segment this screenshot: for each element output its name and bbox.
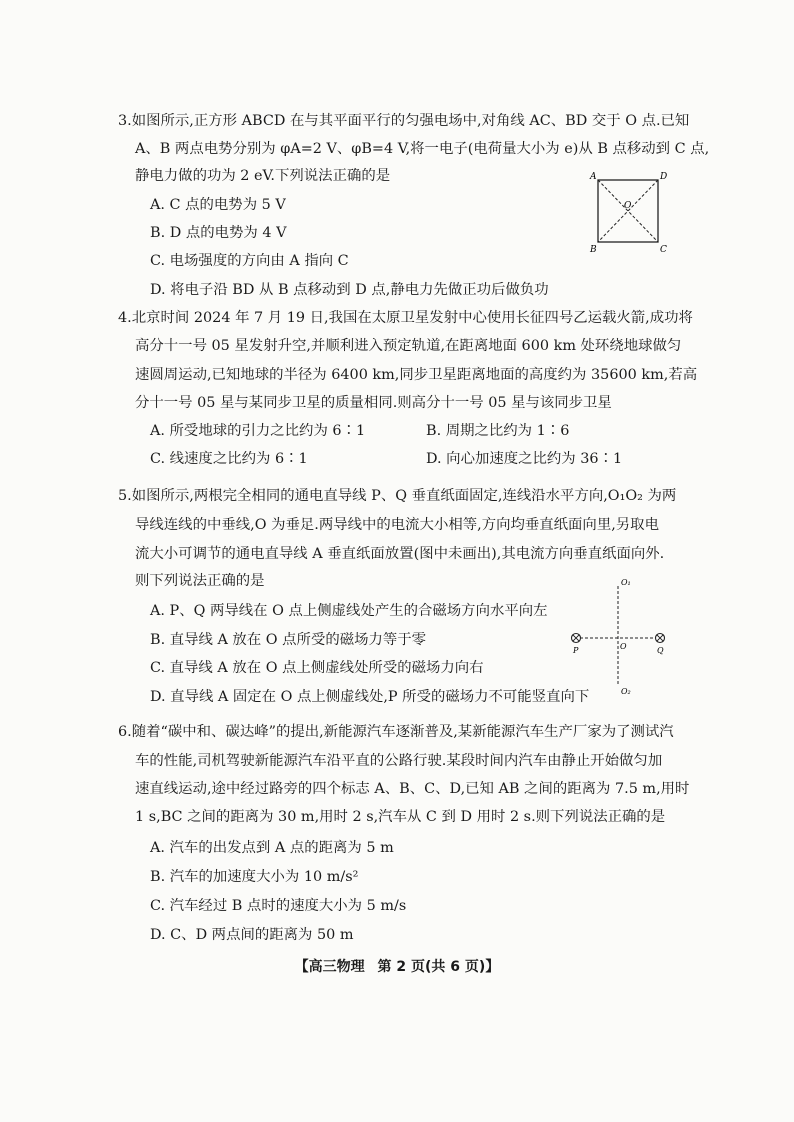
label-o1: O₁: [621, 578, 631, 587]
q5-option-a: A. P、Q 两导线在 O 点上侧虚线处产生的合磁场方向水平向左: [150, 603, 548, 619]
wires-pq-figure: [566, 578, 670, 698]
q3-option-a: A. C 点的电势为 5 V: [150, 197, 286, 213]
q4-stem-line-3: 速圆周运动,已知地球的半径为 6400 km,同步卫星距离地面的高度约为 35600 km,若高: [135, 367, 698, 383]
q6-option-d: D. C、D 两点间的距离为 50 m: [150, 927, 354, 943]
q6-stem-line-3: 速直线运动,途中经过路旁的四个标志 A、B、C、D,已知 AB 之间的距离为 7.5 m,用时: [135, 781, 690, 797]
label-p: P: [573, 646, 579, 655]
wire-q-cross-symbol: [656, 634, 665, 643]
wire-p-cross-symbol: [572, 634, 581, 643]
q6-stem-line-2: 车的性能,司机驾驶新能源汽车沿平直的公路行驶.某段时间内汽车由静止开始做匀加: [135, 753, 663, 769]
footer-page-number: 第 2 页(共 6 页)】: [377, 959, 500, 975]
label-c: C: [660, 245, 667, 255]
page-footer: [0, 956, 794, 976]
label-b: B: [590, 245, 597, 255]
q3-stem-line-1: 3.如图所示,正方形 ABCD 在与其平面平行的匀强电场中,对角线 AC、BD 交于 O 点.已知: [118, 113, 690, 129]
q4-option-a: A. 所受地球的引力之比约为 6∶1: [150, 423, 366, 439]
label-d: D: [660, 172, 668, 182]
q5-stem-line-1: 5.如图所示,两根完全相同的通电直导线 P、Q 垂直纸面固定,连线沿水平方向,O₁O₂ 为两: [118, 488, 677, 504]
q5-option-c: C. 直导线 A 放在 O 点上侧虚线处所受的磁场力向右: [150, 660, 484, 676]
footer-subject: 【高三物理: [294, 959, 365, 975]
q4-option-b: B. 周期之比约为 1∶6: [426, 423, 570, 439]
q6-stem-line-1: 6.随着“碳中和、碳达峰”的提出,新能源汽车逐渐普及,某新能源汽车生产厂家为了测试汽: [118, 724, 674, 740]
q4-option-d: D. 向心加速度之比约为 36∶1: [426, 451, 623, 467]
q4-stem-line-2: 高分十一号 05 星发射升空,并顺利进入预定轨道,在距离地面 600 km 处环绕地球做匀: [135, 338, 682, 354]
q5-stem-line-4: 则下列说法正确的是: [135, 573, 265, 589]
q3-option-b: B. D 点的电势为 4 V: [150, 225, 287, 241]
q6-option-c: C. 汽车经过 B 点时的速度大小为 5 m/s: [150, 898, 407, 914]
q4-option-c: C. 线速度之比约为 6∶1: [150, 451, 308, 467]
q3-option-c: C. 电场强度的方向由 A 指向 C: [150, 253, 349, 269]
label-q: Q: [657, 646, 664, 655]
label-o: O: [620, 642, 627, 651]
q3-stem-line-3: 静电力做的功为 2 eV.下列说法正确的是: [135, 168, 391, 184]
q3-option-d: D. 将电子沿 BD 从 B 点移动到 D 点,静电力先做正功后做负功: [150, 282, 549, 298]
q5-stem-line-2: 导线连线的中垂线,O 为垂足.两导线中的电流大小相等,方向均垂直纸面向里,另取电: [135, 517, 659, 533]
q6-option-b: B. 汽车的加速度大小为 10 m/s²: [150, 869, 359, 885]
q3-stem-line-2: A、B 两点电势分别为 φA=2 V、φB=4 V,将一电子(电荷量大小为 e)从 B 点移动到 C 点,: [135, 141, 710, 157]
label-a: A: [590, 172, 597, 182]
q4-stem-line-4: 分十一号 05 星与某同步卫星的质量相同.则高分十一号 05 星与该同步卫星: [135, 395, 612, 411]
square-abcd-figure: [588, 170, 668, 256]
q6-option-a: A. 汽车的出发点到 A 点的距离为 5 m: [150, 840, 394, 856]
q6-stem-line-4: 1 s,BC 之间的距离为 30 m,用时 2 s,汽车从 C 到 D 用时 2 s.则下列说法正确的是: [135, 809, 666, 825]
label-o: O: [624, 201, 632, 211]
q5-stem-line-3: 流大小可调节的通电直导线 A 垂直纸面放置(图中未画出),其电流方向垂直纸面向外.: [135, 546, 665, 562]
label-o2: O₂: [621, 687, 631, 696]
q5-option-b: B. 直导线 A 放在 O 点所受的磁场力等于零: [150, 632, 427, 648]
q4-stem-line-1: 4.北京时间 2024 年 7 月 19 日,我国在太原卫星发射中心使用长征四号乙运载火箭,成功将: [118, 310, 693, 326]
q5-option-d: D. 直导线 A 固定在 O 点上侧虚线处,P 所受的磁场力不可能竖直向下: [150, 689, 590, 705]
